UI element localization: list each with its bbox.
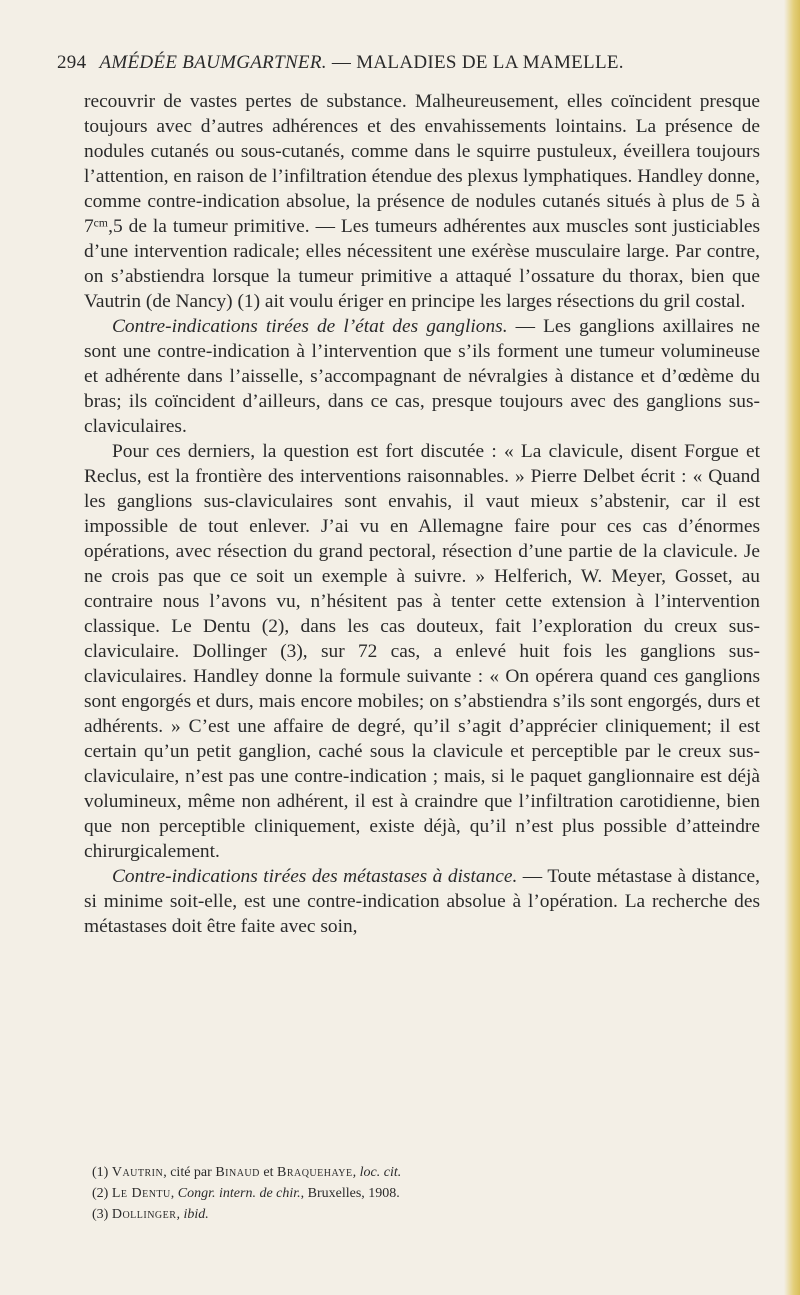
page-number: 294	[57, 52, 87, 73]
paragraph	[84, 864, 760, 939]
footnote-author: Le Dentu	[111, 1186, 171, 1201]
paragraph	[84, 314, 760, 439]
header-author: AMÉDÉE BAUMGARTNER.	[99, 52, 327, 73]
footnote-author: Braquehaye	[276, 1165, 353, 1180]
header-title: — MALADIES DE LA MAMELLE.	[331, 52, 624, 73]
footnote	[92, 1162, 760, 1183]
footnote-mark: (3)	[92, 1207, 109, 1222]
paragraph	[84, 89, 760, 314]
body-text	[84, 89, 760, 939]
running-header	[57, 52, 777, 74]
footnote-author: Binaud	[215, 1165, 260, 1180]
footnote-author: Dollinger	[111, 1207, 177, 1222]
footnote-text: ,	[170, 1186, 178, 1201]
paragraph	[84, 439, 760, 864]
footnote-mark: (2)	[92, 1186, 109, 1201]
footnote-ref: , loc. cit.	[352, 1165, 402, 1180]
footnote-ref: , ibid.	[176, 1207, 209, 1222]
footnote-author: Vautrin	[111, 1165, 164, 1180]
footnotes	[92, 1162, 760, 1225]
section-lead: Contre-indications tirées des métastases à distance.	[112, 866, 518, 887]
section-lead: Contre-indications tirées de l’état des ganglions.	[112, 316, 508, 337]
paragraph-text: — Les ganglions axillaires ne sont une contre-indication à l’intervention que s’ils forment une tumeur volumineuse et adhérente dans l’aisselle, s’accompagnant de névralgies à distance et d’œdème du bras; ils coïncident d’ailleurs, dans ce cas, presque toujours avec des ganglions sus-claviculaires.	[84, 316, 761, 437]
footnote-text: et	[259, 1165, 277, 1180]
footnote-text: , cité par	[163, 1165, 216, 1180]
paragraph-text: recouvrir de vastes pertes de substance. Malheureusement, elles coïncident presque toujours avec d’autres adhérences et des envahissements lointains. La présence de nodules cutanés ou sous-cutanés, comme dans le squirre pustuleux, éveillera toujours l’attention, en raison de l’infiltration étendue des plexus lymphatiques. Handley donne, comme contre-indication absolue, la présence de nodules cutanés situés à plus de 5 à 7ᶜᵐ,5 de la tumeur primitive. — Les tumeurs adhérentes aux muscles sont justiciables d’une intervention radicale; elles nécessitent une exérèse musculaire large. Par contre, on s’abstiendra lorsque la tumeur primitive a attaqué l’ossature du thorax, bien que Vautrin (de Nancy) (1) ait voulu ériger en principe les larges résections du gril costal.	[84, 91, 760, 312]
paragraph-text: Pour ces derniers, la question est fort discutée : « La clavicule, disent Forgue et Reclus, est la frontière des interventions raisonnables. » Pierre Delbet écrit : « Quand les ganglions sus-claviculaires sont envahis, il vaut mieux s’abstenir, car il est impossible de tout enlever. J’ai vu en Allemagne faire pour ces cas d’énormes opérations, avec résection du grand pectoral, résection d’une partie de la clavicule. Je ne crois pas que ce soit un exemple à suivre. » Helferich, W. Meyer, Gosset, au contraire nous l’avons vu, n’hésitent pas à tenter cette extension à l’intervention classique. Le Dentu (2), dans les cas douteux, fait l’exploration du creux sus-claviculaire. Dollinger (3), sur 72 cas, a enlevé huit fois les ganglions sus-claviculaires. Handley donne la formule suivante : « On opérera quand ces ganglions sont engorgés et durs, mais encore mobiles; on s’abstiendra s’ils sont engorgés, durs et adhérents. » C’est une affaire de degré, qu’il s’agit d’apprécier cliniquement; il est certain qu’un petit ganglion, caché sous la clavicule et perceptible par le creux sus-claviculaire, n’est pas une contre-indication ; mais, si le paquet ganglionnaire est déjà volumineux, même non adhérent, il est à craindre que l’infiltration carotidienne, bien que non perceptible cliniquement, existe déjà, qu’il n’est plus possible d’atteindre chirurgicalement.	[84, 441, 760, 862]
page-edge	[784, 0, 800, 1295]
footnote-journal: Congr. intern. de chir.	[177, 1186, 301, 1201]
footnote	[92, 1204, 760, 1225]
footnote-text: , Bruxelles, 1908.	[300, 1186, 400, 1201]
paragraph-text: — Toute métastase à distance, si minime soit-elle, est une contre-indication absolue à l’opération. La recherche des métastases doit être faite avec soin,	[84, 866, 760, 937]
footnote	[92, 1183, 760, 1204]
footnote-mark: (1)	[92, 1165, 109, 1180]
